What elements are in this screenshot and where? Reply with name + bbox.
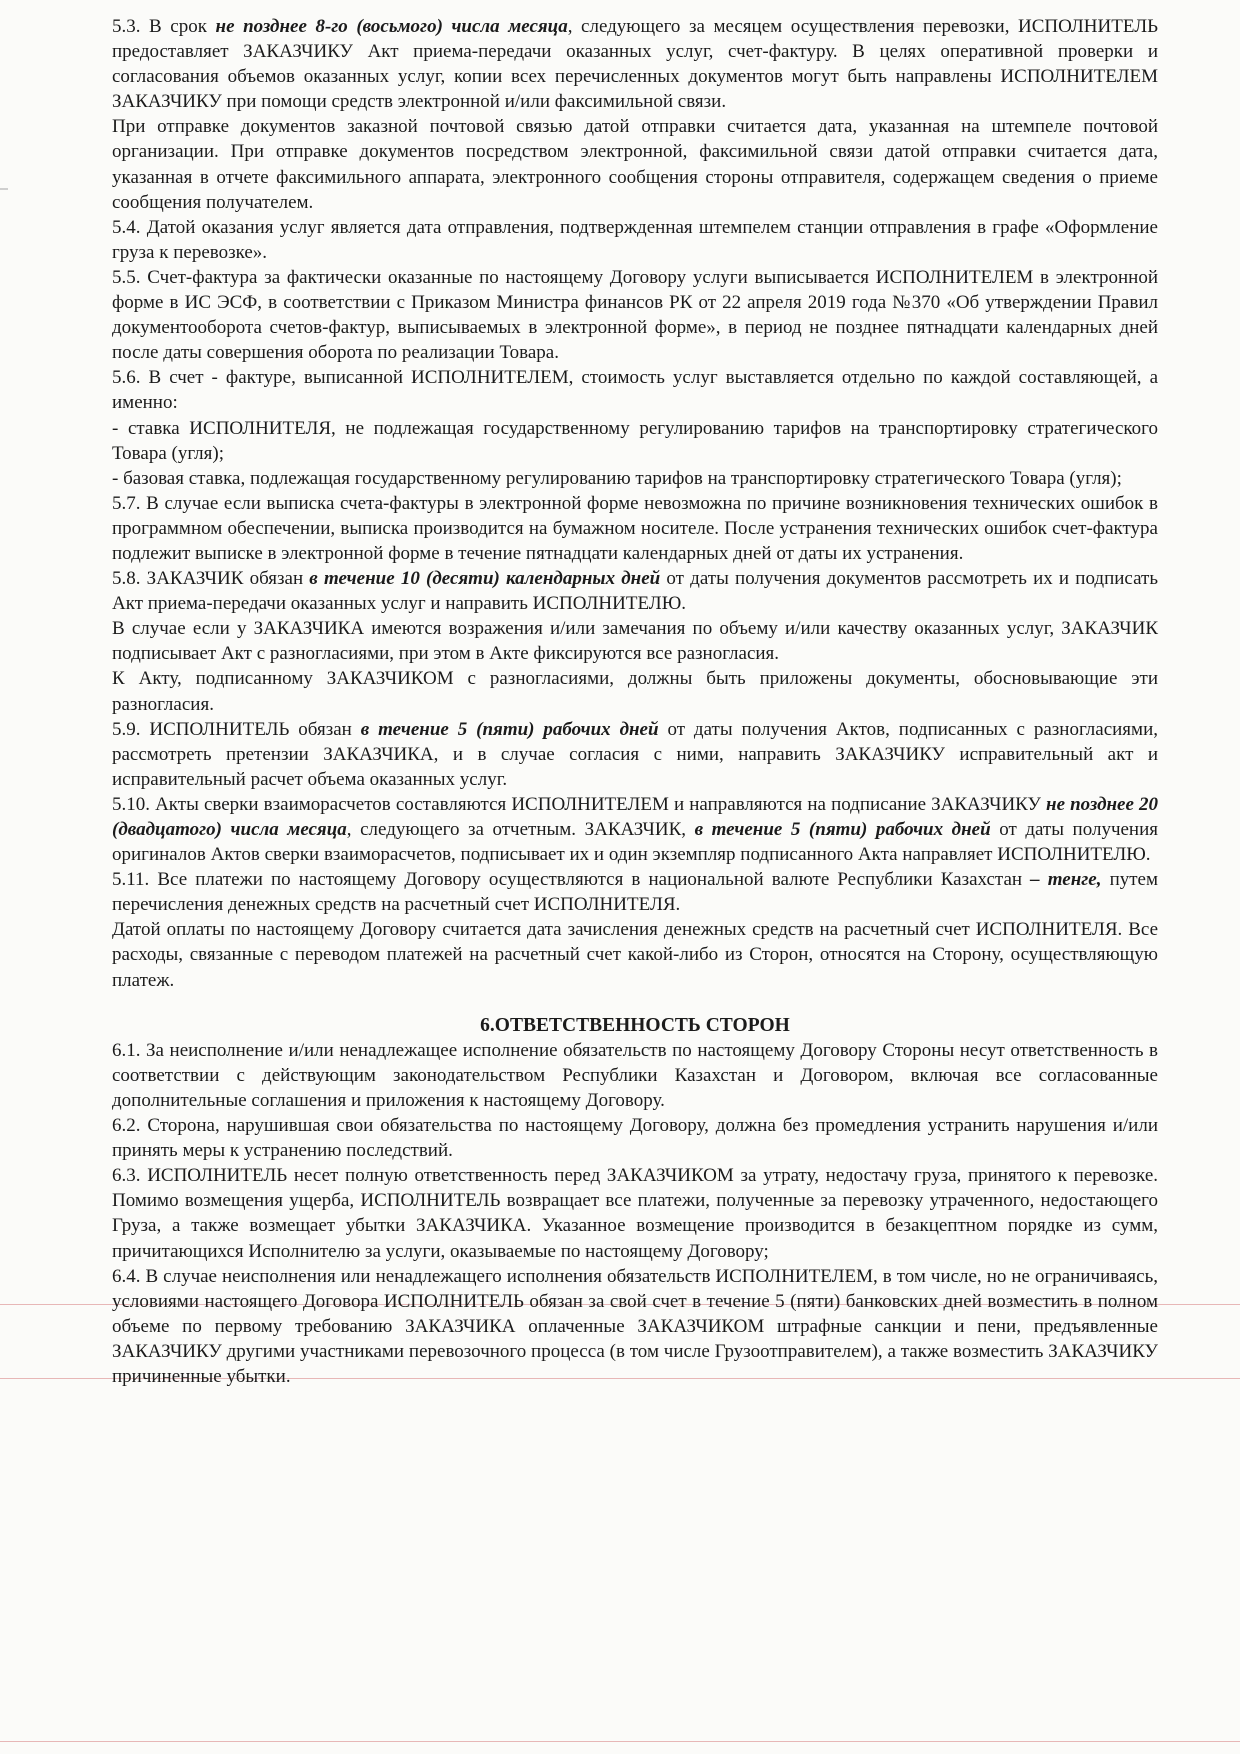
- clause-5-3-paragraph: При отправке документов заказной почтовой связью датой отправки считается дата, указанная на штемпеле почтовой организации. При отправке документов посредством электронной, факсимильной связи датой отправки считается дата, указанная в отчете факсимильного аппарата, электронного сообщения стороны отправителя, содержащем сведения о приеме сообщения получателем.: [112, 116, 1158, 213]
- clause-6-1: 6.1. За неисполнение и/или ненадлежащее исполнение обязательств по настоящему Договору Стороны несут ответственность в соответствии с действующим законодательством Республики Казахстан и Договором, включая все согласованные дополнительные соглашения и приложения к настоящему Договору.: [112, 1039, 1158, 1111]
- clause-5-11-paragraph: Датой оплаты по настоящему Договору считается дата зачисления денежных средств на расчетный счет ИСПОЛНИТЕЛЯ. Все расходы, связанные с переводом платежей на расчетный счет какой-либо из Сторон, относятся на Сторону, осуществляющую платеж.: [112, 919, 1158, 991]
- clause-6-2: 6.2. Сторона, нарушившая свои обязательства по настоящему Договору, должна без промедления устранить нарушения и/или принять меры к устранению последствий.: [112, 1115, 1158, 1162]
- clause-5-8-paragraph: К Акту, подписанному ЗАКАЗЧИКОМ с разногласиями, должны быть приложены документы, обосновывающие эти разногласия.: [112, 668, 1158, 715]
- clause-5-4: 5.4. Датой оказания услуг является дата отправления, подтвержденная штемпелем станции отправления в графе «Оформление груза к перевозке».: [112, 216, 1158, 263]
- clause-5-5: 5.5. Счет-фактура за фактически оказанные по настоящему Договору услуги выписывается ИСПОЛНИТЕЛЕМ в электронной форме в ИС ЭСФ, в соответствии с Приказом Министра финансов РК от 22 апреля 2019 года №370 «Об утверждении Правил документооборота счетов-фактур, выписываемых в электронной форме», в период не позднее пятнадцати календарных дней после даты совершения оборота по реализации Товара.: [112, 266, 1158, 364]
- clause-5-9: 5.9. ИСПОЛНИТЕЛЬ обязан в течение 5 (пяти) рабочих дней от даты получения Актов, подписанных с разногласиями, рассмотреть претензии ЗАКАЗЧИКА, и в случае согласия с ними, направить ЗАКАЗЧИКУ исправительный акт и исправительный расчет объема оказанных услуг.: [112, 718, 1158, 790]
- document-body: [112, 14, 1158, 1389]
- clause-5-8-paragraph: В случае если у ЗАКАЗЧИКА имеются возражения и/или замечания по объему и/или качеству оказанных услуг, ЗАКАЗЧИК подписывает Акт с разногласиями, при этом в Акте фиксируются все разногласия.: [112, 618, 1158, 665]
- section-heading: 6.ОТВЕТСТВЕННОСТЬ СТОРОН: [480, 1014, 790, 1036]
- red-rule-line: [0, 1741, 1240, 1742]
- clause-5-6-item: - ставка ИСПОЛНИТЕЛЯ, не подлежащая государственному регулированию тарифов на транспортировку стратегического Товара (угля);: [112, 417, 1158, 464]
- clause-5-6: 5.6. В счет - фактуре, выписанной ИСПОЛНИТЕЛЕМ, стоимость услуг выставляется отдельно по каждой составляющей, а именно:: [112, 367, 1158, 414]
- clause-5-7: 5.7. В случае если выписка счета-фактуры в электронной форме невозможна по причине возникновения технических ошибок в программном обеспечении, выписка производится на бумажном носителе. После устранения технических ошибок счет-фактура подлежит выписке в электронной форме в течение пятнадцати календарных дней от даты их устранения.: [112, 492, 1158, 564]
- clause-5-8: 5.8. ЗАКАЗЧИК обязан в течение 10 (десяти) календарных дней от даты получения документов рассмотреть их и подписать Акт приема-передачи оказанных услуг и направить ИСПОЛНИТЕЛЮ.: [112, 568, 1158, 615]
- clause-6-4: 6.4. В случае неисполнения или ненадлежащего исполнения обязательств ИСПОЛНИТЕЛЕМ, в том числе, но не ограничиваясь, условиями настоящего Договора ИСПОЛНИТЕЛЬ обязан за свой счет в течение 5 (пяти) банковских дней возместить в полном объеме по первому требованию ЗАКАЗЧИКА оплаченные ЗАКАЗЧИКОМ штрафные санкции и пени, предъявленные ЗАКАЗЧИКУ другими участниками перевозочного процесса (в том числе Грузоотправителем), а также возместить ЗАКАЗЧИКУ причиненные убытки.: [112, 1265, 1158, 1387]
- clause-5-6-item: - базовая ставка, подлежащая государственному регулированию тарифов на транспортировку стратегического Товара (угля);: [112, 467, 1122, 489]
- clause-5-10: 5.10. Акты сверки взаиморасчетов составляются ИСПОЛНИТЕЛЕМ и направляются на подписание ЗАКАЗЧИКУ не позднее 20 (двадцатого) числа месяца, следующего за отчетным. ЗАКАЗЧИК, в течение 5 (пяти) рабочих дней от даты получения оригиналов Актов сверки взаиморасчетов, подписывает их и один экземпляр подписанного Акта направляет ИСПОЛНИТЕЛЮ.: [112, 793, 1159, 866]
- clause-5-3: 5.3. В срок не позднее 8-го (восьмого) числа месяца, следующего за месяцем осуществления перевозки, ИСПОЛНИТЕЛЬ предоставляет ЗАКАЗЧИКУ Акт приема-передачи оказанных услуг, счет-фактуру. В целях оперативной проверки и согласования объемов оказанных услуг, копии всех перечисленных документов могут быть направлены ИСПОЛНИТЕЛЕМ ЗАКАЗЧИКУ при помощи средств электронной и/или факсимильной связи.: [112, 16, 1159, 113]
- clause-6-3: 6.3. ИСПОЛНИТЕЛЬ несет полную ответственность перед ЗАКАЗЧИКОМ за утрату, недостачу груза, принятого к перевозке. Помимо возмещения ущерба, ИСПОЛНИТЕЛЬ возвращает все платежи, полученные за перевозку утраченного, недостающего Груза, а также возмещает убытки ЗАКАЗЧИКА. Указанное возмещение производится в безакцептном порядке из сумм, причитающихся Исполнителю за услуги, оказываемые по настоящему Договору;: [112, 1165, 1158, 1262]
- scan-margin-mark: [0, 188, 8, 190]
- clause-5-11: 5.11. Все платежи по настоящему Договору осуществляются в национальной валюте Республики Казахстан – тенге, путем перечисления денежных средств на расчетный счет ИСПОЛНИТЕЛЯ.: [112, 869, 1159, 916]
